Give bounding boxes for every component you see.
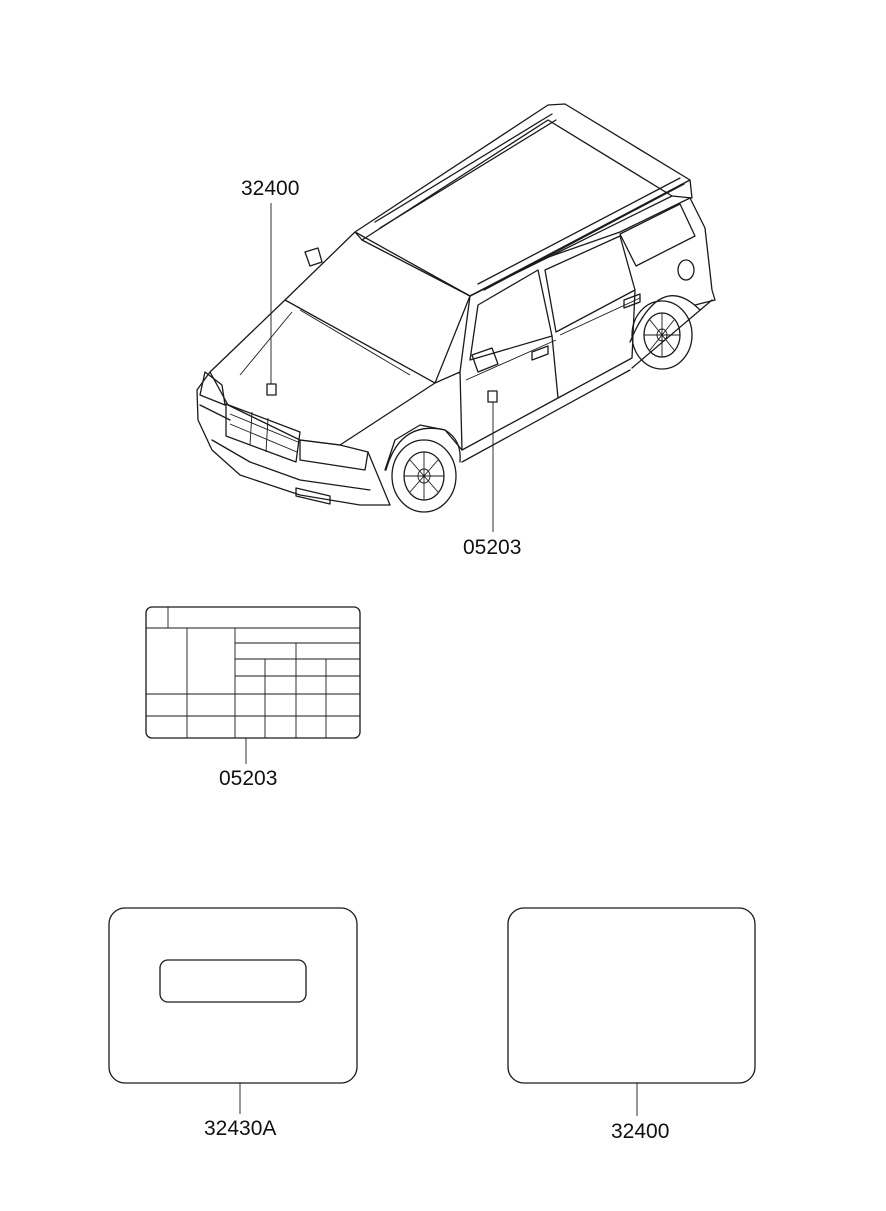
front-wheel — [386, 428, 460, 512]
hood-label-marker — [267, 384, 276, 395]
callout-door-label: 05203 — [463, 536, 522, 559]
caution-label-plate — [508, 908, 755, 1083]
tire-info-table — [146, 607, 360, 738]
rear-wheel — [632, 301, 692, 369]
callout-hood-label: 32400 — [241, 177, 300, 200]
vehicle-illustration — [197, 104, 715, 505]
door-label-marker — [488, 391, 497, 402]
callout-emission-label: 32430A — [204, 1117, 277, 1140]
callout-caution-label: 32400 — [611, 1120, 670, 1143]
emission-label-plate — [109, 908, 357, 1083]
callout-tire-table: 05203 — [219, 767, 278, 790]
